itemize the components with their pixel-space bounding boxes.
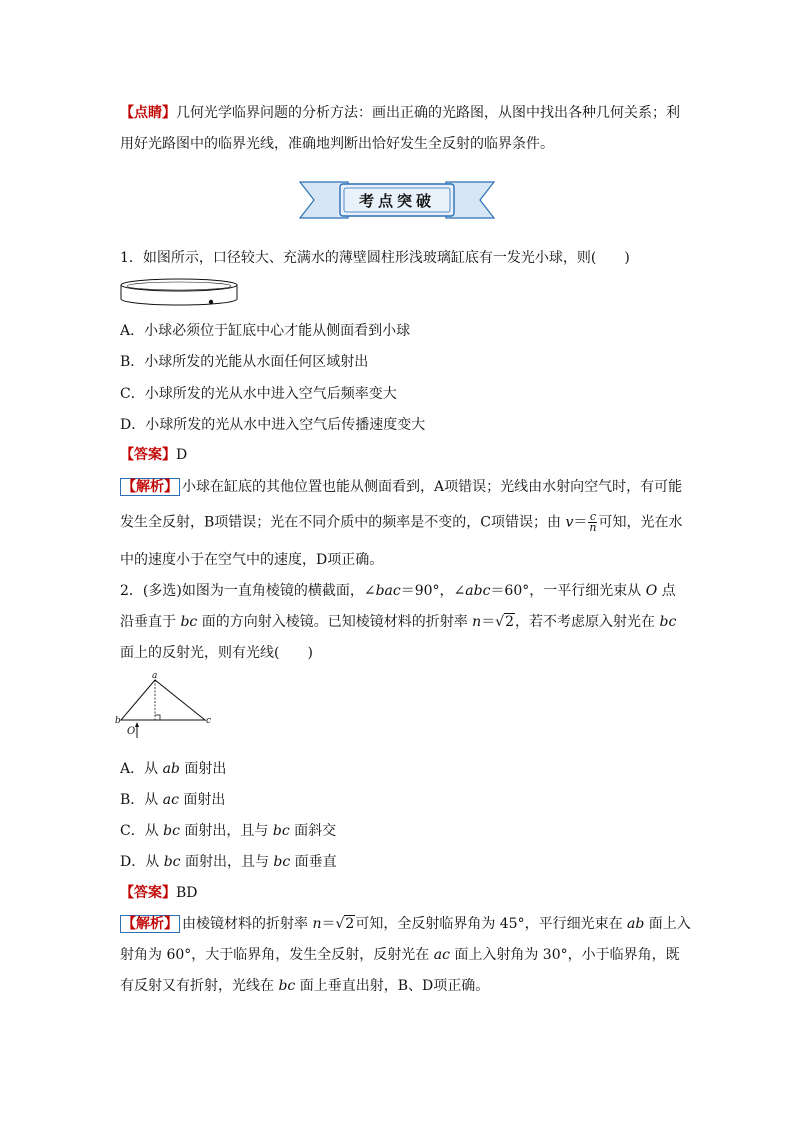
- q2-analysis-line-3: 有反射又有折射，光线在 bc 面上垂直出射，B、D项正确。: [120, 978, 490, 994]
- q2-option-c: C．从 bc 面射出，且与 bc 面斜交: [120, 823, 337, 839]
- q1-analysis-tag: 【解析】: [122, 479, 178, 495]
- q2-stem-line-3: 面上的反射光，则有光线( ): [120, 645, 313, 661]
- q2-answer: 【答案】BD: [120, 885, 198, 901]
- banner-text: 考点突破: [358, 192, 436, 210]
- label-c: c: [206, 716, 212, 726]
- q1-option-a: A．小球必须位于缸底中心才能从侧面看到小球: [120, 323, 411, 339]
- q1-answer: 【答案】D: [120, 447, 188, 463]
- q2-option-a: A．从 ab 面射出: [120, 761, 227, 777]
- q1-figure-fish-tank: [119, 277, 239, 309]
- tip-tag: 【点睛】: [120, 105, 176, 121]
- fraction-c-over-n: $\frac{c}{n}$: [589, 510, 597, 534]
- q1-answer-tag: 【答案】: [120, 447, 176, 463]
- q1-option-c: C．小球所发的光从水中进入空气后频率变大: [120, 386, 397, 402]
- q2-stem-line-1: 2．(多选)如图为一直角棱镜的横截面，∠bac＝90°，∠abc＝60°，一平行细光束从 O 点: [120, 583, 676, 599]
- sqrt-2: √2: [495, 614, 515, 630]
- q2-analysis-line-1: 【解析】 由棱镜材料的折射率 n＝√2可知，全反射临界角为 45°，平行细光束在 ab 面上入: [122, 916, 691, 932]
- tip-line-1: 【点睛】几何光学临界问题的分析方法：画出正确的光路图，从图中找出各种几何关系；利: [120, 105, 680, 121]
- q1-analysis-line-2: 发生全反射，B项错误；光在不同介质中的频率是不变的，C项错误；由 v＝ $\frac{c}{n}$ 可知，光在水: [120, 510, 683, 534]
- q2-stem-line-2: 沿垂直于 bc 面的方向射入棱镜。已知棱镜材料的折射率 n＝√2，若不考虑原入射光在 bc: [120, 614, 677, 630]
- q2-analysis-tag: 【解析】: [122, 916, 178, 932]
- q1-stem: 1．如图所示，口径较大、充满水的薄壁圆柱形浅玻璃缸底有一发光小球，则( ): [120, 250, 630, 266]
- q1-analysis-line-3: 中的速度小于在空气中的速度，D项正确。: [120, 552, 384, 568]
- q1-analysis-line-1: 【解析】 小球在缸底的其他位置也能从侧面看到，A项错误；光线由水射向空气时，有可能: [122, 479, 683, 495]
- q2-option-b: B．从 ac 面射出: [120, 792, 226, 808]
- q1-option-d: D．小球所发的光从水中进入空气后传播速度变大: [120, 417, 426, 433]
- sqrt-2-analysis: √2: [335, 916, 355, 932]
- q2-option-d: D．从 bc 面射出，且与 bc 面垂直: [120, 854, 337, 870]
- section-banner: [300, 180, 494, 220]
- light-ball: [209, 300, 213, 304]
- label-a: a: [152, 671, 158, 681]
- label-O: O: [127, 726, 136, 737]
- label-b: b: [115, 716, 121, 726]
- q2-figure-prism: [115, 672, 215, 740]
- tip-line-2: 用好光路图中的临界光线，准确地判断出恰好发生全反射的临界条件。: [120, 136, 554, 152]
- q1-option-b: B．小球所发的光能从水面任何区域射出: [120, 354, 369, 370]
- q2-answer-tag: 【答案】: [120, 885, 176, 901]
- q2-analysis-line-2: 射角为 60°，大于临界角，发生全反射，反射光在 ac 面上入射角为 30°，小于临界角，既: [120, 947, 680, 963]
